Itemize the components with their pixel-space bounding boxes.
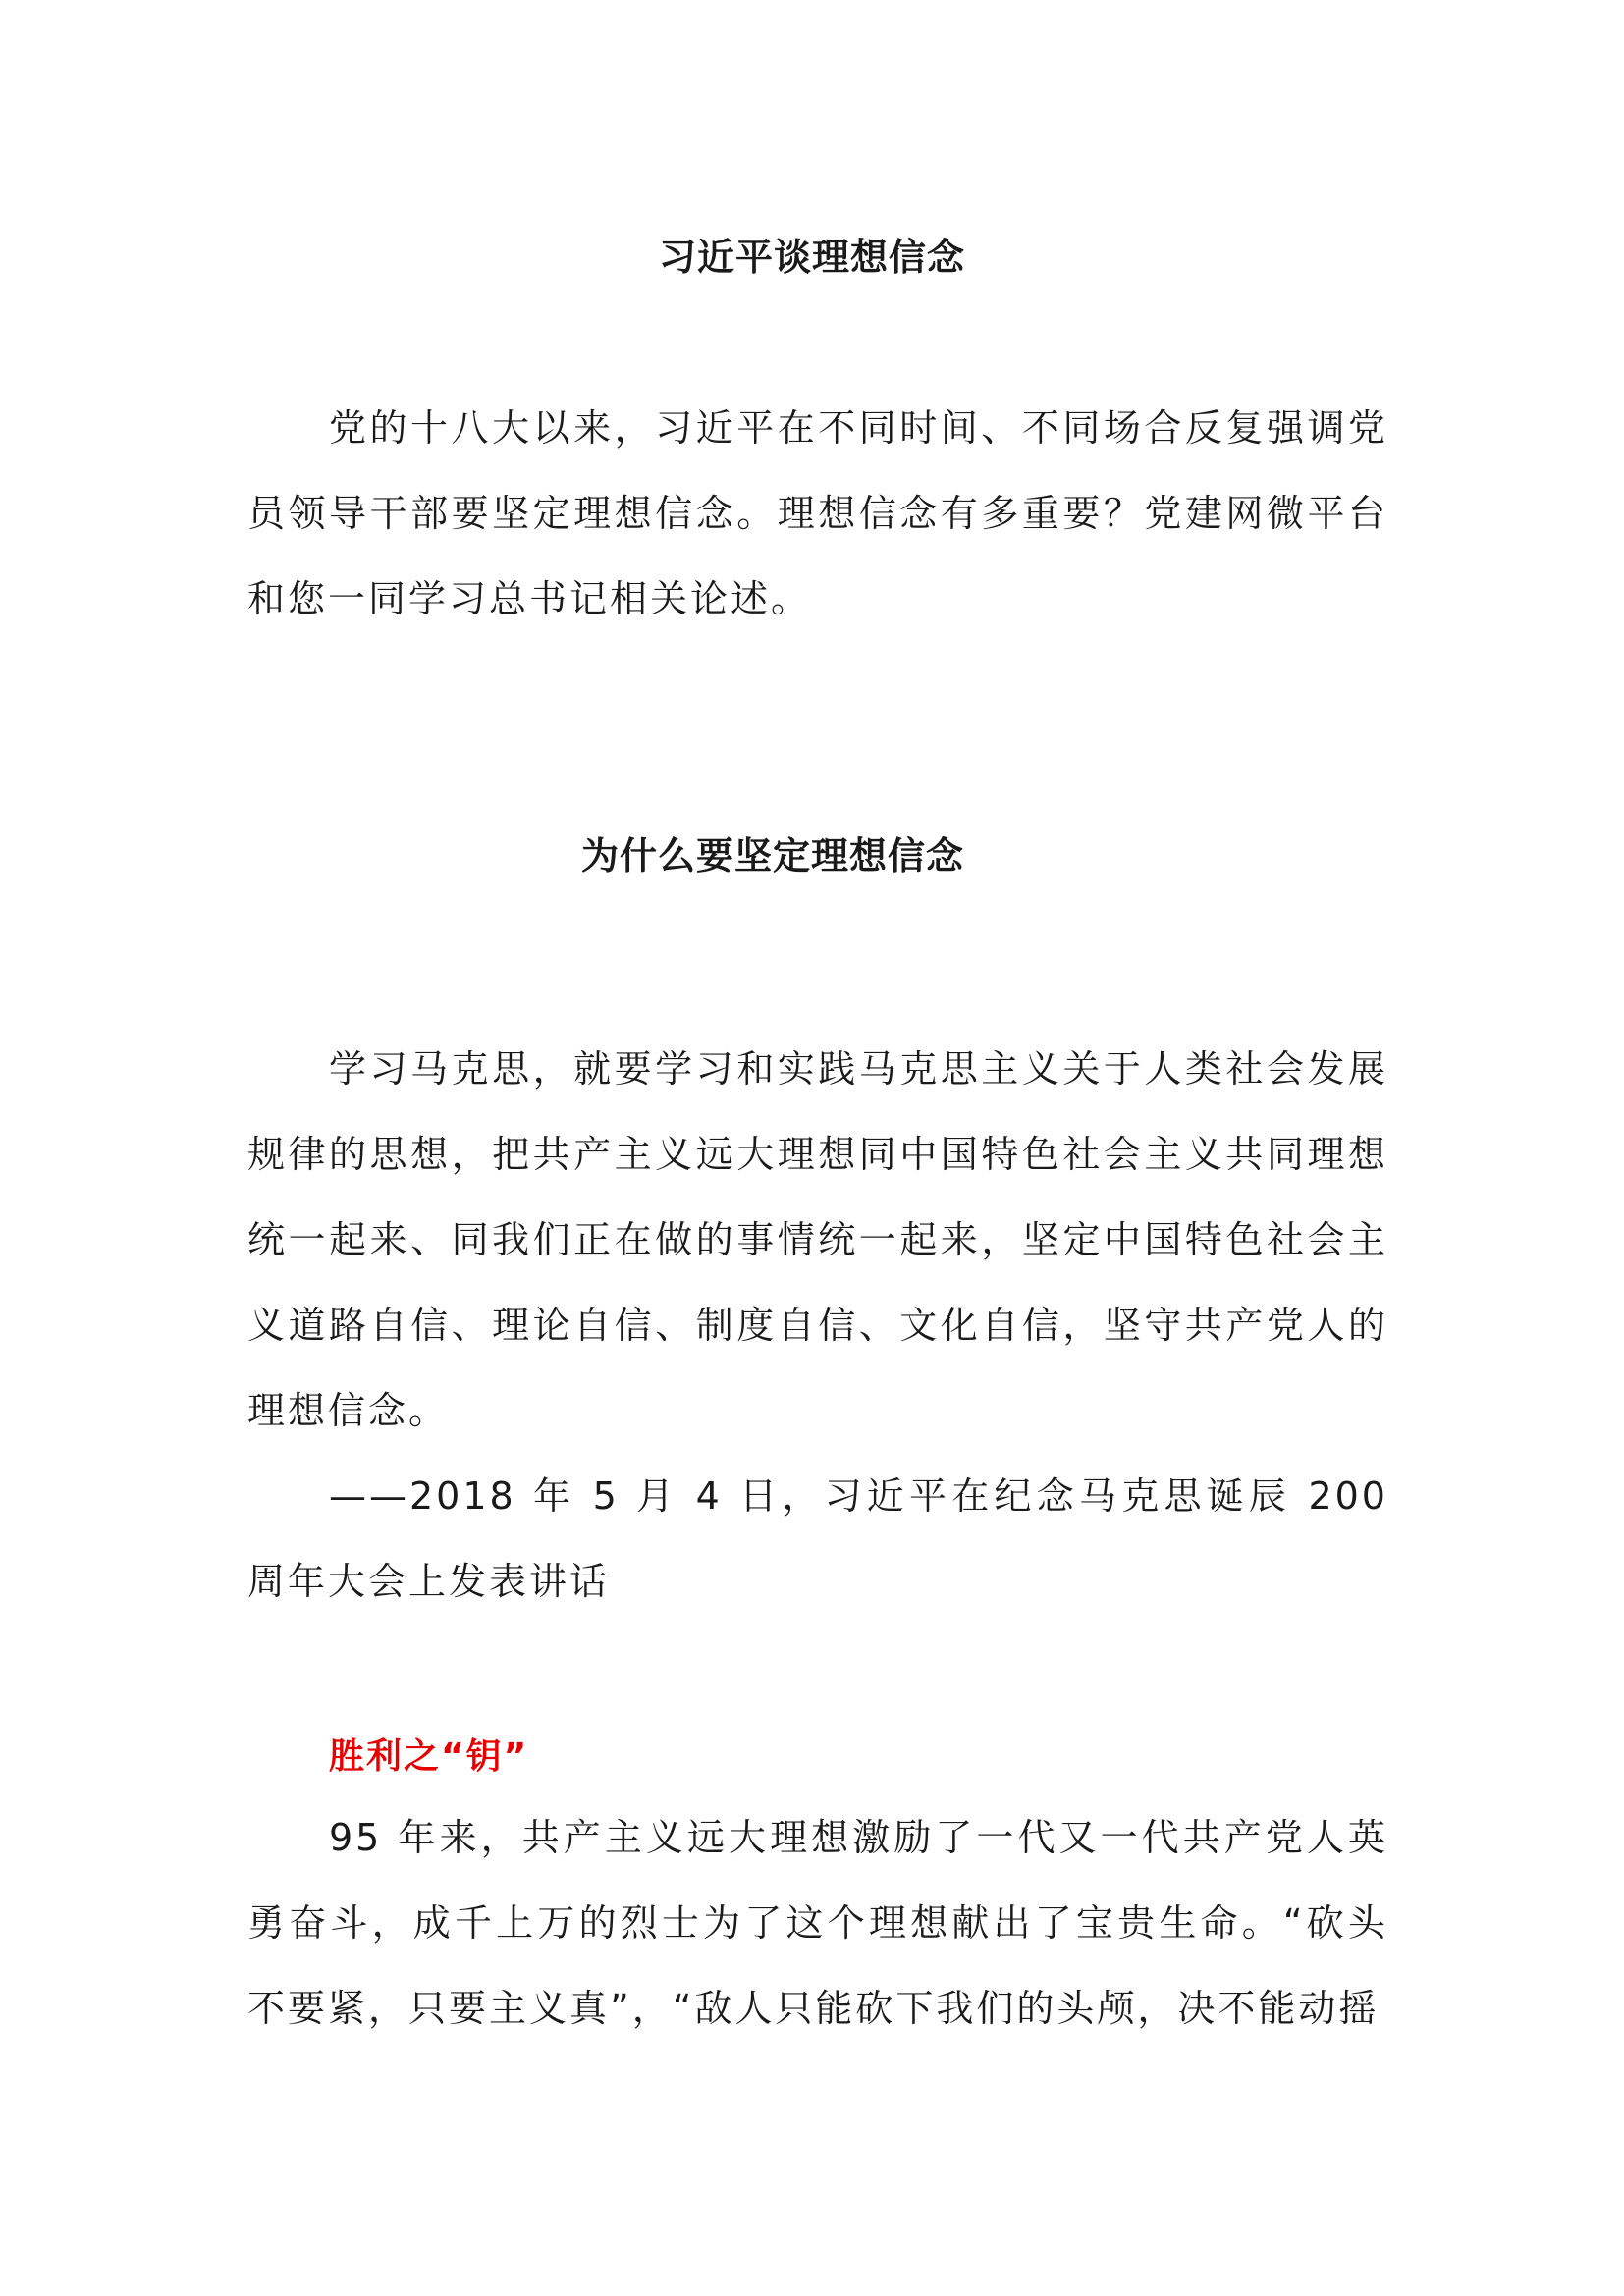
source-attribution: ——2018 年 5 月 4 日，习近平在纪念马克思诞辰 200 周年大会上发表讲话: [247, 1474, 1388, 1603]
subsection-body-paragraph: 95 年来，共产主义远大理想激励了一代又一代共产党人英勇奋斗，成千上万的烈士为了这个理想献出了宝贵生命。“砍头不要紧，只要主义真”，“敌人只能砍下我们的头颅，决不能动摇: [247, 1816, 1388, 2030]
intro-paragraph: 党的十八大以来，习近平在不同时间、不同场合反复强调党员领导干部要坚定理想信念。理想信念有多重要？党建网微平台和您一同学习总书记相关论述。: [247, 406, 1388, 620]
subsection-heading: 胜利之“钥”: [329, 1736, 529, 1777]
section-heading: 为什么要坚定理想信念: [580, 834, 964, 878]
section-body-paragraph: 学习马克思，就要学习和实践马克思主义关于人类社会发展规律的思想，把共产主义远大理想同中国特色社会主义共同理想统一起来、同我们正在做的事情统一起来，坚定中国特色社会主义道路自信、理论自信、制度自信、文化自信，坚守共产党人的理想信念。: [247, 1047, 1388, 1432]
document-title: 习近平谈理想信念: [658, 236, 965, 279]
